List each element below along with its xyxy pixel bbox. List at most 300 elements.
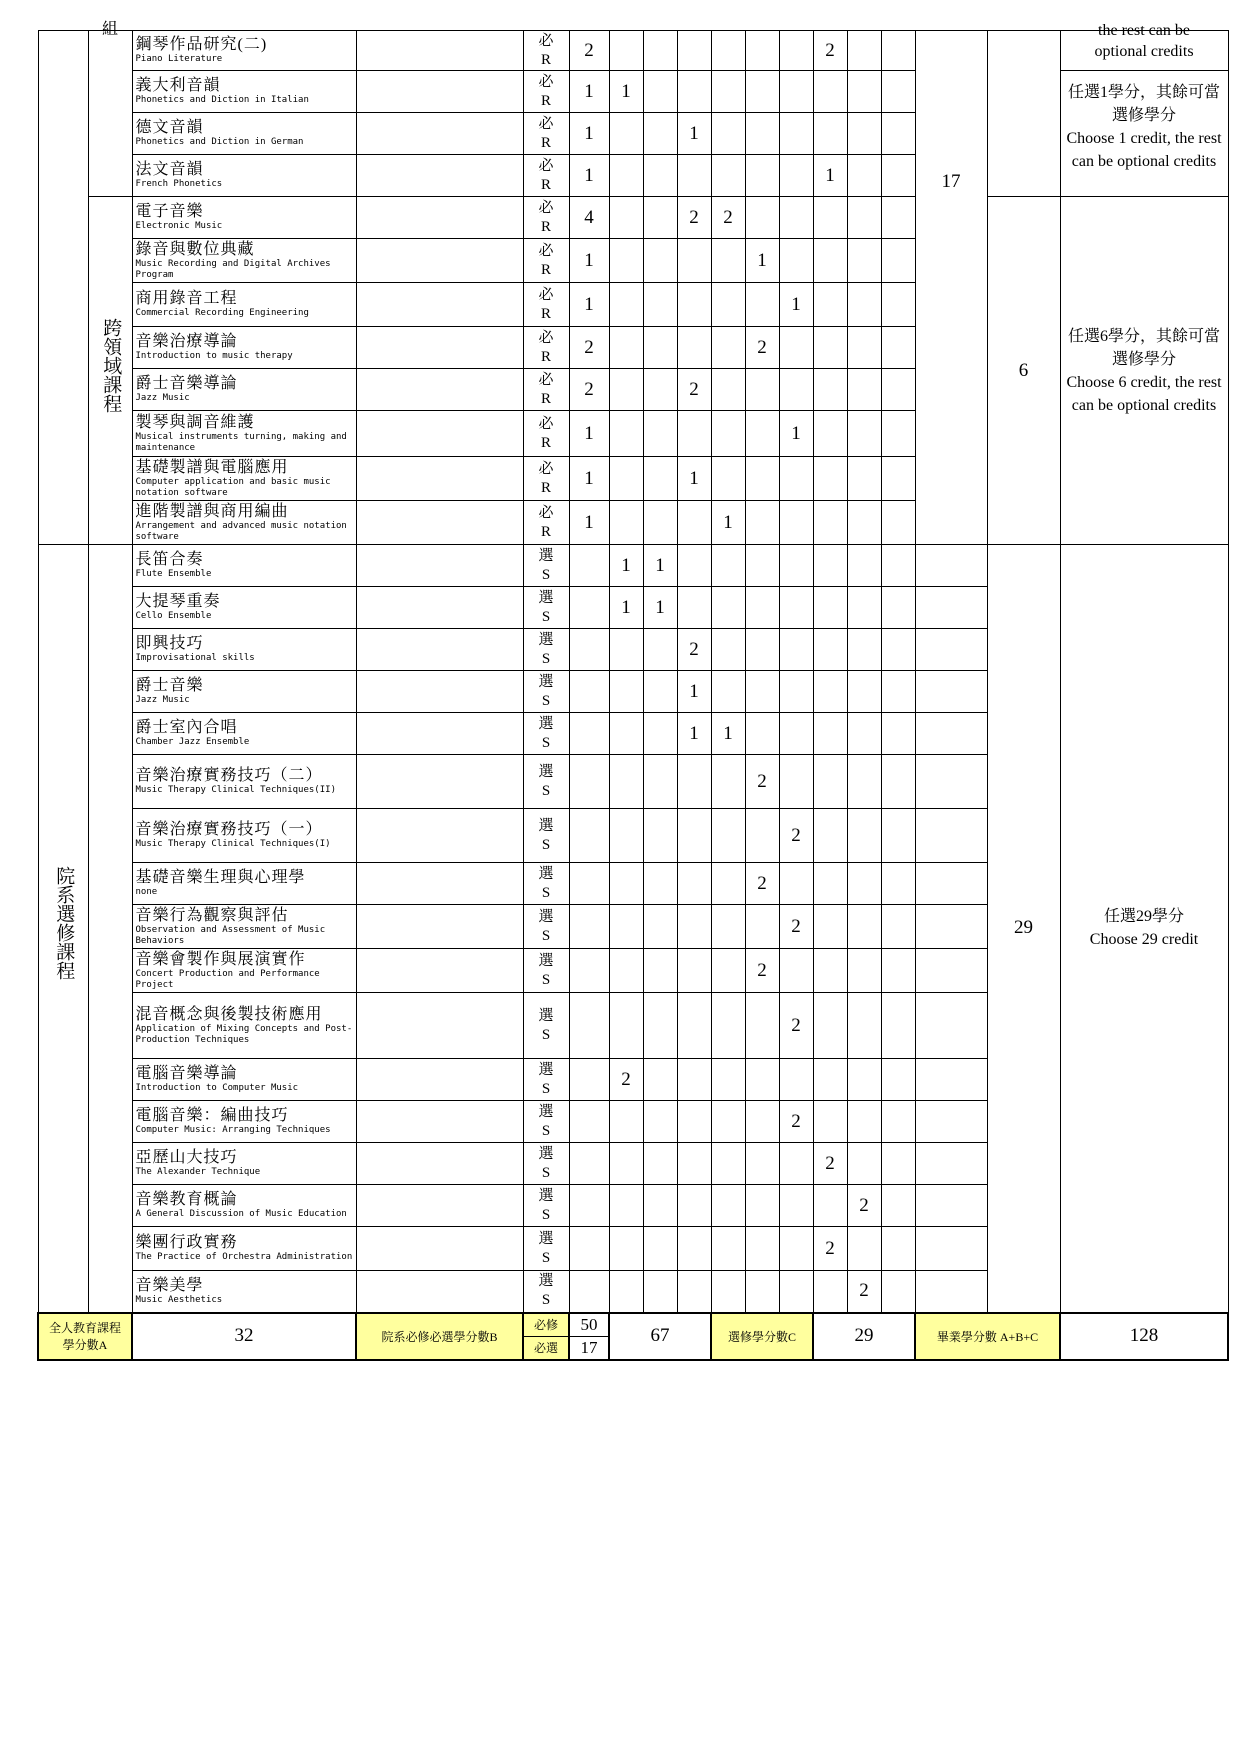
- semester-cell: [643, 155, 677, 197]
- course-name-zh: 電腦音樂：編曲技巧: [135, 1107, 289, 1124]
- semester-cell: [677, 501, 711, 545]
- course-name-en: Cello Ensemble: [135, 611, 212, 621]
- graduation-credits-value: 128: [1060, 1313, 1228, 1360]
- course-name-cell: [132, 713, 356, 755]
- course-name-en: Chamber Jazz Ensemble: [135, 737, 250, 747]
- semester-cell: [881, 71, 915, 113]
- semester-cell: [643, 863, 677, 905]
- semester-cell: [881, 1271, 915, 1313]
- course-name-zh: 音樂美學: [135, 1276, 204, 1294]
- semester-cell: [847, 411, 881, 457]
- semester-cell: [881, 369, 915, 411]
- credit-cell: [569, 949, 609, 993]
- credit-cell: [569, 587, 609, 629]
- course-type: 選 S: [523, 905, 569, 949]
- semester-cell: [745, 113, 779, 155]
- semester-cell: [847, 501, 881, 545]
- category-cell: [88, 197, 132, 545]
- course-name-cell: [132, 905, 356, 949]
- semester-cell: [779, 197, 813, 239]
- semester-cell: [813, 197, 847, 239]
- semester-cell: [711, 993, 745, 1059]
- course-type: 選 S: [523, 809, 569, 863]
- required-label: 必修: [524, 1314, 568, 1337]
- course-name-en: French Phonetics: [135, 179, 223, 189]
- course-type: 選 S: [523, 1101, 569, 1143]
- course-name-en: Computer application and basic music notation software: [135, 476, 331, 498]
- course-type: 必 R: [523, 327, 569, 369]
- semester-cell: [813, 283, 847, 327]
- semester-cell: [609, 993, 643, 1059]
- semester-cell: [813, 369, 847, 411]
- semester-cell: [745, 1101, 779, 1143]
- semester-cell: [779, 755, 813, 809]
- course-name-zh: 錄音與數位典藏: [135, 240, 255, 258]
- semester-cell: [643, 629, 677, 671]
- semester-cell: [779, 113, 813, 155]
- semester-cell: 1: [609, 545, 643, 587]
- blank-cell: [356, 1227, 523, 1271]
- blank-cell: [356, 629, 523, 671]
- course-name-zh: 進階製譜與商用編曲: [135, 502, 289, 520]
- semester-cell: [609, 671, 643, 713]
- dept-total-value: 67: [609, 1313, 711, 1360]
- semester-cell: [609, 755, 643, 809]
- course-type: 選 S: [523, 755, 569, 809]
- credit-cell: 4: [569, 197, 609, 239]
- semester-cell: [847, 863, 881, 905]
- course-name-cell: [132, 993, 356, 1059]
- semester-cell: [711, 411, 745, 457]
- credit-cell: 1: [569, 457, 609, 501]
- course-name-zh: 音樂行為觀察與評估: [135, 906, 289, 924]
- semester-cell: [847, 155, 881, 197]
- semester-cell: [813, 713, 847, 755]
- note-zh: 任選29學分: [1103, 908, 1184, 926]
- semester-cell: [847, 993, 881, 1059]
- semester-cell: [643, 1227, 677, 1271]
- semester-cell: 1: [643, 545, 677, 587]
- blank-cell: [356, 949, 523, 993]
- credit-cell: [569, 1059, 609, 1101]
- semester-cell: [847, 283, 881, 327]
- optional-credits-value: 29: [813, 1313, 915, 1360]
- semester-cell: 1: [677, 457, 711, 501]
- semester-cell: [643, 1185, 677, 1227]
- note-zh: 任選6學分，其餘可當選修學分: [1067, 327, 1220, 368]
- semester-cell: [711, 671, 745, 713]
- credit-cell: 1: [569, 501, 609, 545]
- category-text: 組: [101, 21, 118, 38]
- blank-cell: [356, 327, 523, 369]
- semester-cell: [779, 369, 813, 411]
- credit-cell: [569, 629, 609, 671]
- semester-cell: 2: [813, 1143, 847, 1185]
- semester-cell: [609, 863, 643, 905]
- semester-cell: [677, 327, 711, 369]
- semester-cell: [881, 327, 915, 369]
- course-name-zh: 爵士室內合唱: [135, 719, 238, 736]
- blank-cell: [356, 197, 523, 239]
- semester-cell: [847, 1059, 881, 1101]
- semester-cell: [847, 31, 881, 71]
- blank-cell: [356, 1101, 523, 1143]
- blank-cell: [356, 1143, 523, 1185]
- course-name-zh: 製琴與調音維護: [135, 413, 255, 431]
- semester-cell: 2: [779, 809, 813, 863]
- semester-cell: 1: [779, 283, 813, 327]
- semester-cell: [677, 1227, 711, 1271]
- semester-cell: [745, 1059, 779, 1101]
- course-name-cell: [132, 1101, 356, 1143]
- semester-cell: [847, 113, 881, 155]
- course-name-en: Electronic Music: [135, 221, 223, 231]
- semester-cell: [643, 71, 677, 113]
- semester-cell: [881, 809, 915, 863]
- course-name-en: Concert Production and Performance Project: [135, 968, 320, 990]
- semester-cell: [813, 587, 847, 629]
- section-note: [1060, 545, 1228, 1313]
- blank-cell: [915, 1101, 987, 1143]
- semester-cell: [881, 993, 915, 1059]
- blank-cell: [356, 1185, 523, 1227]
- semester-cell: [711, 155, 745, 197]
- credit-cell: 1: [569, 239, 609, 283]
- course-type: 選 S: [523, 993, 569, 1059]
- semester-cell: [881, 31, 915, 71]
- course-name-cell: [132, 71, 356, 113]
- blank-cell: [915, 863, 987, 905]
- semester-cell: 1: [609, 587, 643, 629]
- semester-cell: [847, 629, 881, 671]
- semester-cell: [745, 993, 779, 1059]
- category-cell-prev: [38, 31, 88, 545]
- course-name-zh: 基礎音樂生理與心理學: [135, 869, 306, 886]
- semester-cell: [847, 671, 881, 713]
- semester-cell: [745, 671, 779, 713]
- category-cell: [38, 545, 88, 1313]
- credit-cell: 2: [569, 369, 609, 411]
- course-name-en: Jazz Music: [135, 695, 190, 705]
- semester-cell: [881, 905, 915, 949]
- semester-cell: [745, 283, 779, 327]
- semester-cell: [643, 809, 677, 863]
- credit-cell: 1: [569, 155, 609, 197]
- blank-cell: [915, 755, 987, 809]
- semester-cell: [813, 863, 847, 905]
- semester-cell: [643, 755, 677, 809]
- curriculum-table: [37, 21, 1229, 1361]
- course-name-en: Jazz Music: [135, 393, 190, 403]
- semester-cell: [779, 713, 813, 755]
- semester-cell: [711, 809, 745, 863]
- semester-cell: [847, 1227, 881, 1271]
- credit-cell: [569, 993, 609, 1059]
- course-type: 選 S: [523, 587, 569, 629]
- semester-cell: [643, 713, 677, 755]
- note-en: Choose 1 credit, the rest can be optional credits: [1066, 130, 1222, 170]
- req-elective-labels: [523, 1313, 569, 1360]
- semester-cell: [643, 671, 677, 713]
- semester-cell: [847, 457, 881, 501]
- semester-cell: [745, 369, 779, 411]
- semester-cell: [643, 993, 677, 1059]
- blank-cell: [356, 809, 523, 863]
- semester-cell: [677, 1185, 711, 1227]
- course-type: 必 R: [523, 71, 569, 113]
- semester-cell: [813, 1271, 847, 1313]
- semester-cell: 1: [677, 713, 711, 755]
- semester-cell: [779, 863, 813, 905]
- semester-cell: 1: [677, 113, 711, 155]
- semester-cell: 2: [677, 629, 711, 671]
- semester-cell: [813, 949, 847, 993]
- course-type: 選 S: [523, 629, 569, 671]
- semester-cell: [847, 905, 881, 949]
- blank-cell: [356, 905, 523, 949]
- semester-cell: [745, 545, 779, 587]
- blank-cell: [356, 239, 523, 283]
- semester-cell: [677, 155, 711, 197]
- course-name-cell: [132, 113, 356, 155]
- course-name-zh: 音樂治療實務技巧（二）: [135, 767, 323, 784]
- semester-cell: [881, 501, 915, 545]
- blank-cell: [356, 369, 523, 411]
- semester-cell: [711, 71, 745, 113]
- course-name-en: Phonetics and Diction in Italian: [135, 95, 309, 105]
- semester-cell: [677, 587, 711, 629]
- semester-cell: [643, 1143, 677, 1185]
- course-name-zh: 爵士音樂導論: [135, 375, 238, 392]
- semester-cell: [813, 905, 847, 949]
- semester-cell: [779, 71, 813, 113]
- credit-cell: [569, 713, 609, 755]
- semester-cell: [745, 1227, 779, 1271]
- blank-cell: [356, 71, 523, 113]
- blank-cell: [915, 1143, 987, 1185]
- credit-cell: [569, 545, 609, 587]
- blank-cell: [915, 809, 987, 863]
- blank-cell: [915, 671, 987, 713]
- course-name-cell: [132, 629, 356, 671]
- semester-cell: 2: [609, 1059, 643, 1101]
- course-name-cell: [132, 369, 356, 411]
- course-name-en: Introduction to music therapy: [135, 351, 293, 361]
- semester-cell: [813, 501, 847, 545]
- semester-cell: [711, 113, 745, 155]
- semester-cell: 1: [779, 411, 813, 457]
- semester-cell: [847, 369, 881, 411]
- elective-label: 必選: [533, 1340, 558, 1355]
- course-name-zh: 音樂教育概論: [135, 1191, 238, 1208]
- blank-cell: [356, 671, 523, 713]
- semester-cell: [813, 411, 847, 457]
- semester-cell: [745, 905, 779, 949]
- blank-cell: [356, 713, 523, 755]
- semester-cell: [711, 1059, 745, 1101]
- semester-cell: [745, 411, 779, 457]
- semester-cell: [881, 587, 915, 629]
- semester-cell: 2: [677, 369, 711, 411]
- table-row: [38, 545, 1228, 587]
- semester-cell: 2: [779, 1101, 813, 1143]
- course-type: 必 R: [523, 197, 569, 239]
- semester-cell: [745, 713, 779, 755]
- semester-cell: [881, 671, 915, 713]
- course-name-zh: 法文音韻: [135, 161, 204, 178]
- credit-cell: 1: [569, 113, 609, 155]
- course-name-en: Music Therapy Clinical Techniques(I): [135, 839, 331, 849]
- section-note: [1060, 197, 1228, 545]
- blank-cell: [915, 1227, 987, 1271]
- semester-cell: 2: [745, 755, 779, 809]
- credit-cell: 1: [569, 283, 609, 327]
- course-type: 選 S: [523, 949, 569, 993]
- semester-cell: [881, 629, 915, 671]
- course-name-zh: 音樂治療實務技巧（一）: [135, 821, 323, 838]
- course-type: 必 R: [523, 501, 569, 545]
- blank-cell: [356, 755, 523, 809]
- semester-cell: [881, 1227, 915, 1271]
- course-name-en: Phonetics and Diction in German: [135, 137, 304, 147]
- semester-cell: [745, 31, 779, 71]
- course-type: 必 R: [523, 155, 569, 197]
- course-name-en: Music Recording and Digital Archives Program: [135, 258, 331, 280]
- table-row: [38, 31, 1228, 71]
- blank-cell: [356, 1271, 523, 1313]
- course-name-zh: 商用錄音工程: [135, 290, 238, 307]
- semester-cell: [609, 905, 643, 949]
- note-continued: [1061, 22, 1228, 40]
- blank-cell: [356, 155, 523, 197]
- semester-cell: [813, 239, 847, 283]
- course-name-zh: 長笛合奏: [135, 551, 204, 568]
- semester-cell: [643, 1059, 677, 1101]
- credit-cell: [569, 809, 609, 863]
- section-credits: 29: [987, 545, 1060, 1313]
- semester-cell: [779, 155, 813, 197]
- section-credits: 6: [987, 197, 1060, 545]
- semester-cell: [609, 809, 643, 863]
- semester-cell: [881, 545, 915, 587]
- course-name-cell: [132, 949, 356, 993]
- general-credits-label: 全人教育課程學分數A: [38, 1313, 132, 1360]
- course-name-en: Piano Literature: [135, 54, 223, 64]
- course-type: 必 R: [523, 31, 569, 71]
- summary-row: [38, 1313, 1228, 1360]
- semester-cell: [711, 31, 745, 71]
- blank-cell: [915, 713, 987, 755]
- semester-cell: [745, 629, 779, 671]
- semester-cell: [847, 197, 881, 239]
- semester-cell: [711, 629, 745, 671]
- semester-cell: 1: [711, 713, 745, 755]
- semester-cell: [609, 283, 643, 327]
- semester-cell: [643, 283, 677, 327]
- semester-cell: [779, 587, 813, 629]
- semester-cell: [677, 1271, 711, 1313]
- course-type: 必 R: [523, 369, 569, 411]
- semester-cell: 2: [813, 1227, 847, 1271]
- semester-cell: [813, 113, 847, 155]
- course-type: 選 S: [523, 713, 569, 755]
- semester-cell: [779, 629, 813, 671]
- course-name-cell: [132, 809, 356, 863]
- course-name-cell: [132, 501, 356, 545]
- dept-credits-label: 院系必修必選學分數B: [356, 1313, 523, 1360]
- category-text: 院系選修課程: [53, 866, 75, 981]
- section-total-credits: 17: [915, 31, 987, 545]
- course-name-zh: 樂團行政實務: [135, 1234, 238, 1251]
- course-name-zh: 音樂治療導論: [135, 333, 238, 350]
- course-name-zh: 德文音韻: [135, 119, 204, 136]
- semester-cell: [643, 369, 677, 411]
- semester-cell: [677, 905, 711, 949]
- semester-cell: [813, 993, 847, 1059]
- course-name-en: Music Therapy Clinical Techniques(II): [135, 785, 336, 795]
- semester-cell: [881, 411, 915, 457]
- semester-cell: [813, 545, 847, 587]
- category-text: 跨領域課程: [100, 317, 122, 413]
- semester-cell: [847, 1101, 881, 1143]
- semester-cell: [677, 1143, 711, 1185]
- semester-cell: [711, 949, 745, 993]
- semester-cell: [847, 1143, 881, 1185]
- course-name-zh: 基礎製譜與電腦應用: [135, 458, 289, 476]
- semester-cell: 2: [745, 949, 779, 993]
- semester-cell: [609, 1271, 643, 1313]
- semester-cell: [881, 457, 915, 501]
- semester-cell: [881, 949, 915, 993]
- semester-cell: [745, 457, 779, 501]
- note-line: the rest can be: [1098, 22, 1190, 39]
- course-type: 必 R: [523, 457, 569, 501]
- semester-cell: [847, 587, 881, 629]
- credit-cell: [569, 1227, 609, 1271]
- blank-cell: [356, 113, 523, 155]
- semester-cell: [813, 629, 847, 671]
- semester-cell: [847, 755, 881, 809]
- semester-cell: 2: [745, 327, 779, 369]
- semester-cell: [711, 369, 745, 411]
- semester-cell: [677, 1059, 711, 1101]
- semester-cell: [813, 1101, 847, 1143]
- section-note: [1060, 22, 1228, 71]
- course-name-cell: [132, 671, 356, 713]
- course-type: 必 R: [523, 283, 569, 327]
- semester-cell: [779, 1059, 813, 1101]
- course-name-zh: 義大利音韻: [135, 77, 221, 94]
- course-name-en: Observation and Assessment of Music Behaviors: [135, 924, 326, 946]
- graduation-credits-label: 畢業學分數 A+B+C: [915, 1313, 1060, 1360]
- course-name-cell: [132, 197, 356, 239]
- blank-cell: [915, 1059, 987, 1101]
- category-cell: [88, 21, 132, 197]
- course-name-cell: [132, 283, 356, 327]
- semester-cell: [881, 113, 915, 155]
- semester-cell: [745, 155, 779, 197]
- blank-cell: [356, 283, 523, 327]
- course-type: 選 S: [523, 671, 569, 713]
- blank-cell: [915, 905, 987, 949]
- course-name-zh: 鋼琴作品研究(二): [135, 36, 268, 53]
- blank-cell: [915, 587, 987, 629]
- course-name-en: Improvisational skills: [135, 653, 255, 663]
- course-name-en: Arrangement and advanced music notation software: [135, 520, 347, 542]
- course-name-zh: 混音概念與後製技術應用: [135, 1005, 323, 1023]
- semester-cell: [609, 113, 643, 155]
- course-name-en: Flute Ensemble: [135, 569, 212, 579]
